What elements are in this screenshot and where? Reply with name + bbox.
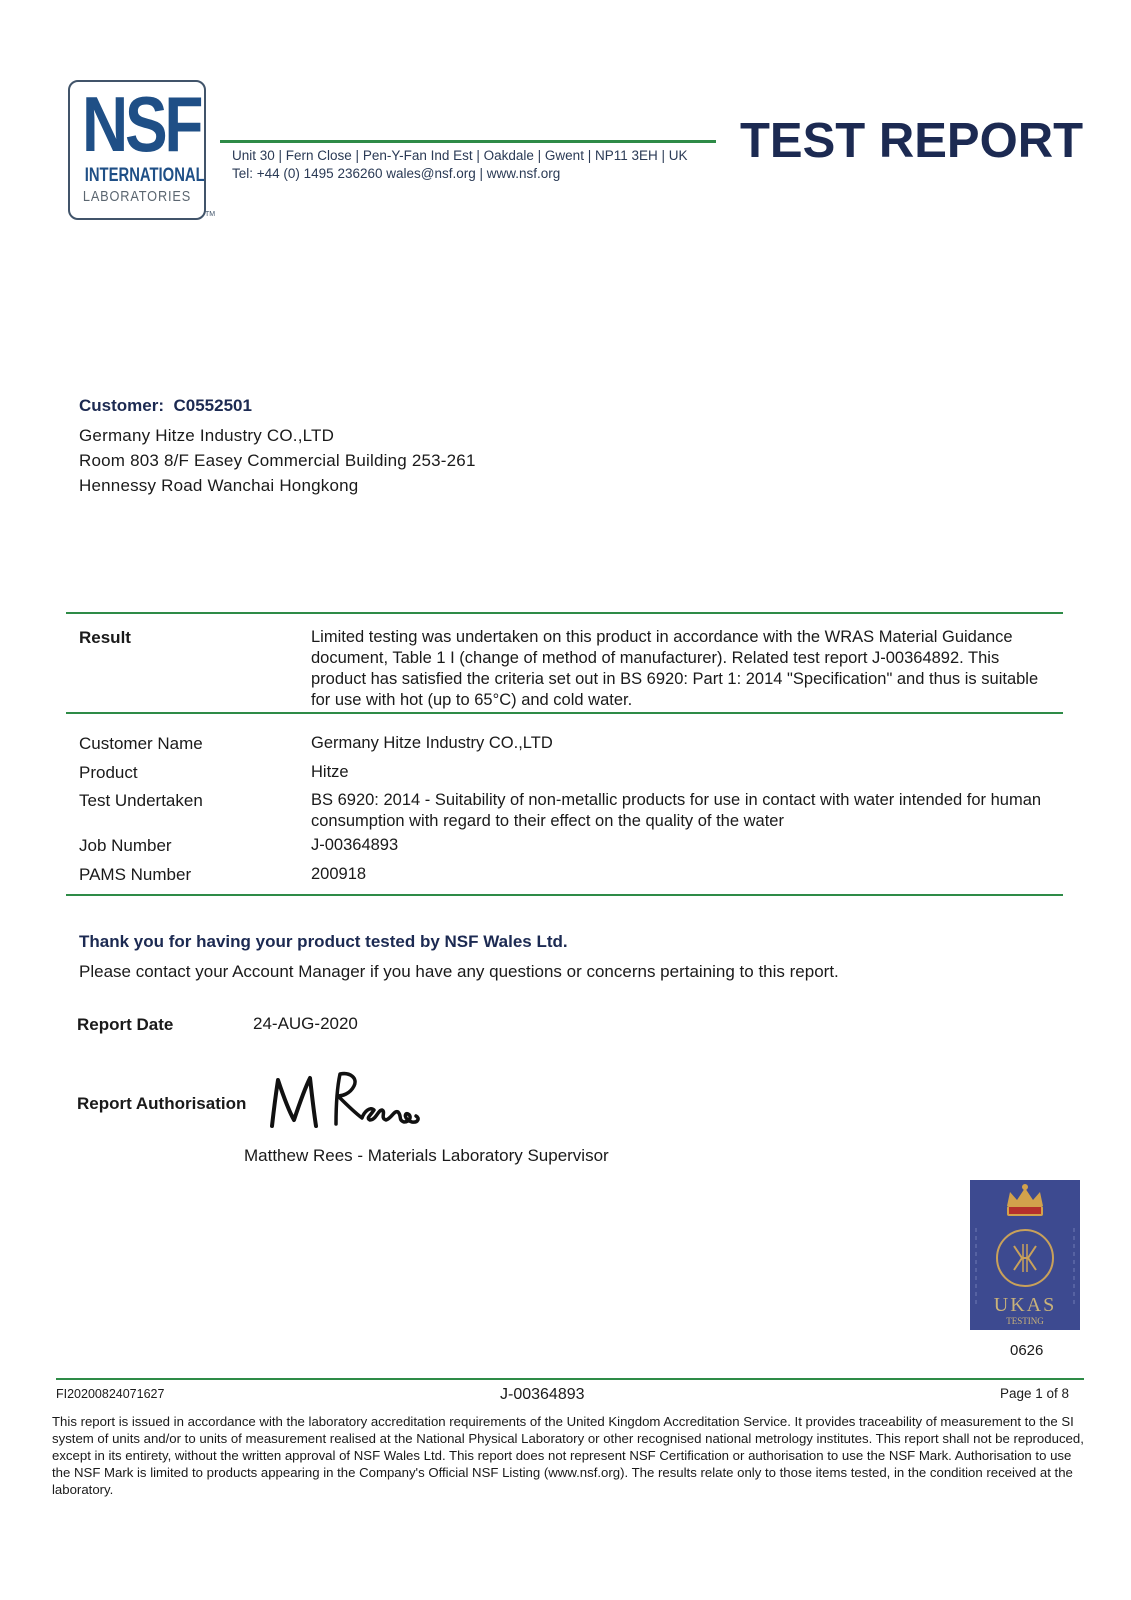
customer-id: C0552501 [173, 396, 252, 415]
logo-trademark: TM [205, 211, 216, 218]
address-line: Unit 30 | Fern Close | Pen-Y-Fan Ind Est | Oakdale | Gwent | NP11 3EH | UK [232, 148, 688, 163]
detail-label: Job Number [79, 836, 172, 855]
ukas-mark [970, 1180, 1080, 1330]
customer-heading [79, 396, 252, 416]
table-bottom-rule [66, 894, 1063, 896]
page-number: Page 1 of 8 [1000, 1386, 1070, 1401]
footer-job-number: J-00364893 [500, 1386, 585, 1403]
ukas-text: UKAS [993, 1294, 1057, 1316]
customer-address-line: Germany Hitze Industry CO.,LTD [79, 426, 335, 445]
logo-brand: NSF [82, 80, 201, 168]
detail-value: J-00364893 [311, 836, 399, 854]
detail-value: Germany Hitze Industry CO.,LTD [311, 734, 553, 752]
result-label: Result [79, 628, 131, 647]
contact-message: Please contact your Account Manager if you have any questions or concerns pertaining to this report. [79, 962, 839, 981]
detail-label: PAMS Number [79, 865, 192, 884]
detail-value: 200918 [311, 865, 367, 883]
detail-label: Customer Name [79, 734, 203, 753]
report-title: TEST REPORT [740, 114, 1084, 168]
header-rule [220, 140, 716, 143]
table-mid-rule [66, 712, 1063, 714]
footer-reference: FI20200824071627 [56, 1387, 165, 1401]
ukas-subtext: TESTING [1006, 1316, 1044, 1326]
contact-line: Tel: +44 (0) 1495 236260 wales@nsf.org | www.nsf.org [232, 166, 561, 181]
customer-label: Customer: [79, 396, 165, 415]
signatory-name: Matthew Rees - Materials Laboratory Supervisor [244, 1146, 609, 1165]
ukas-accreditation-number: 0626 [1010, 1342, 1044, 1359]
table-top-rule [66, 612, 1063, 614]
result-text: Limited testing was undertaken on this product in accordance with the WRAS Material Guidance document, Table 1 I (change of method of manufacturer). Related test report J-00364892. This product has satisfied the criteria set out in BS 6920: Part 1: 2014 "Specification" and thus is suitable for use with hot (up to 65°C) and cold water. [311, 628, 1039, 709]
disclaimer: This report is issued in accordance with the laboratory accreditation requirements of the United Kingdom Accreditation Service. It provides traceability of measurement to the SI system of units and/or to units of measurement realised at the National Physical Laboratory or other recognised national metrology institutes. This report shall not be reproduced, except in its entirety, without the written approval of NSF Wales Ltd. This report does not represent NSF Certification or authorisation to use the NSF Mark. Authorisation to use the NSF Mark is limited to products appearing in the Company's Official NSF Listing (www.nsf.org). The results relate only to those items tested, in the condition received at the laboratory. [52, 1414, 1084, 1497]
footer-rule [56, 1378, 1084, 1380]
detail-value: BS 6920: 2014 - Suitability of non-metallic products for use in contact with water intended for human consumption with regard to their effect on the quality of the water [311, 791, 1042, 830]
thanks-message: Thank you for having your product tested by NSF Wales Ltd. [79, 932, 568, 951]
signature-image [270, 1068, 425, 1138]
report-date-label: Report Date [77, 1015, 174, 1034]
nsf-logo [68, 80, 206, 220]
customer-address-line: Hennessy Road Wanchai Hongkong [79, 476, 359, 495]
detail-label: Product [79, 763, 138, 782]
report-date-value: 24-AUG-2020 [253, 1014, 358, 1033]
report-authorisation-label: Report Authorisation [77, 1094, 247, 1113]
logo-laboratories: LABORATORIES [82, 188, 192, 205]
detail-value: Hitze [311, 763, 349, 781]
customer-address-line: Room 803 8/F Easey Commercial Building 253-261 [79, 451, 476, 470]
detail-label: Test Undertaken [79, 791, 203, 810]
logo-international: INTERNATIONAL [84, 165, 205, 186]
